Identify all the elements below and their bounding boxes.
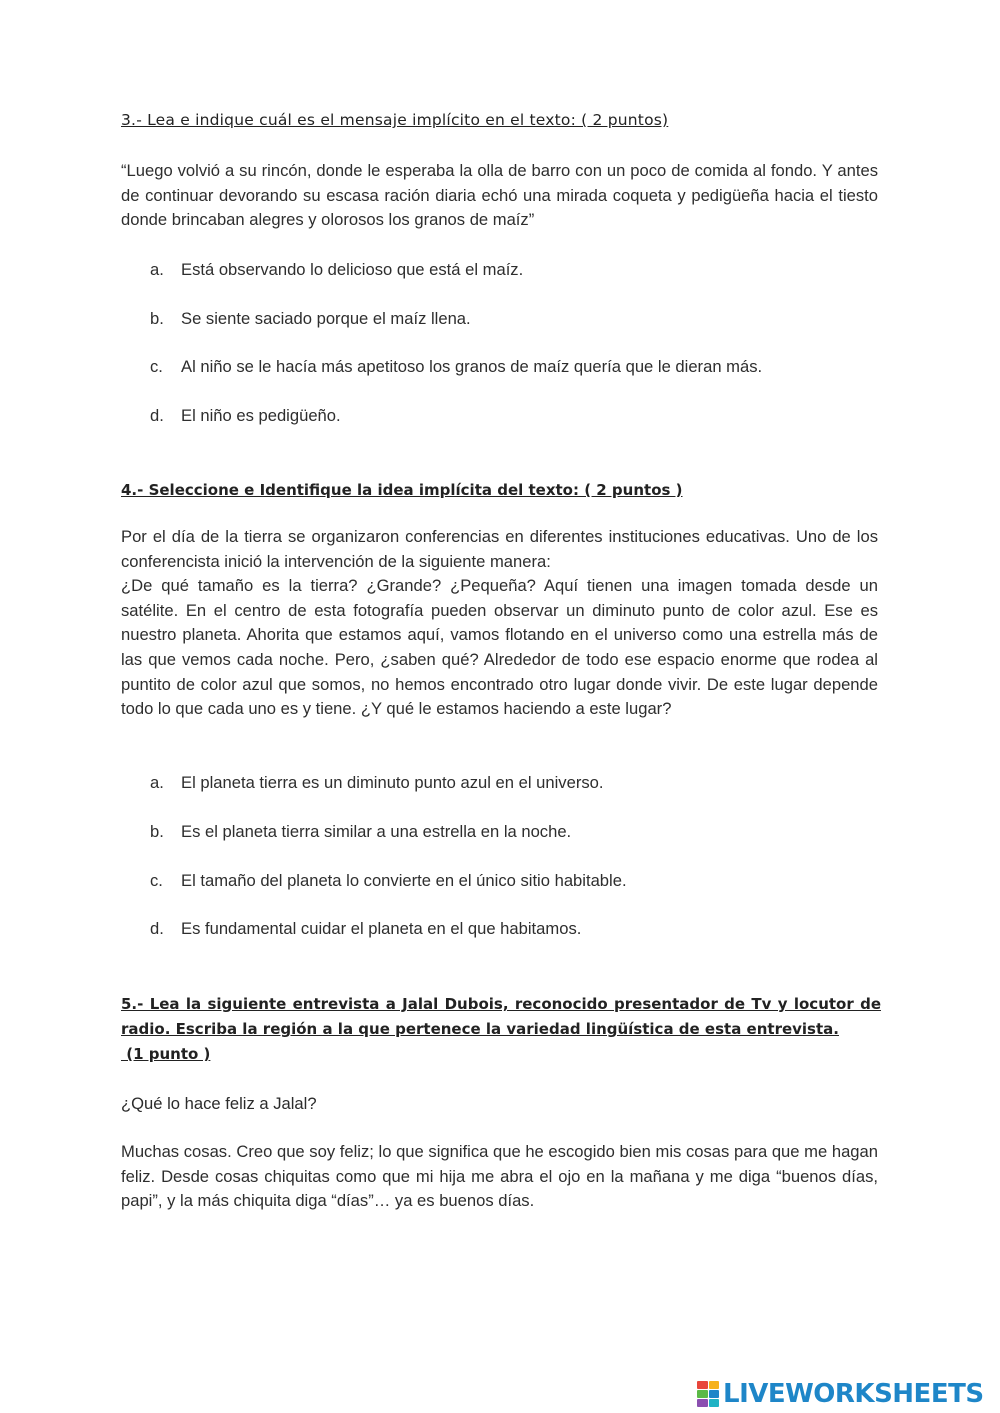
- question-5-heading: [121, 992, 881, 1067]
- question-3-option-b[interactable]: [150, 307, 471, 331]
- logo-text: LIVEWORKSHEETS: [723, 1379, 984, 1409]
- question-3-passage: “Luego volvió a su rincón, donde le esperaba la olla de barro con un poco de comida al fondo. Y antes de continuar devorando su escasa ración diaria echó una mirada coqueta y pedigüeña hacia el tiesto donde brincaban alegres y olorosos los granos de maíz”: [121, 161, 878, 230]
- option-letter: d.: [150, 919, 164, 938]
- logo-tile: [697, 1381, 708, 1389]
- option-letter: a.: [150, 773, 164, 792]
- option-text: El planeta tierra es un diminuto punto azul en el universo.: [181, 773, 604, 792]
- interview-answer: Muchas cosas. Creo que soy feliz; lo que significa que he escogido bien mis cosas para que me hagan feliz. Desde cosas chiquitas como que mi hija me abra el ojo en la mañana y me diga “buenos días, papi”, y la más chiquita diga “días”… ya es buenos días.: [121, 1142, 878, 1211]
- question-4-passage: [121, 525, 878, 722]
- logo-tile: [709, 1399, 720, 1407]
- option-letter: b.: [150, 822, 164, 841]
- option-letter: c.: [150, 871, 163, 890]
- heading-points: (1 punto ): [121, 1045, 211, 1063]
- question-4-option-a[interactable]: [150, 771, 603, 795]
- option-text: El niño es pedigüeño.: [181, 406, 341, 425]
- option-text: El tamaño del planeta lo convierte en el único sitio habitable.: [181, 871, 627, 890]
- question-4-heading: 4.- Seleccione e Identifique la idea implícita del texto: ( 2 puntos ): [121, 481, 683, 499]
- question-3-option-a[interactable]: [150, 258, 523, 282]
- option-text: Está observando lo delicioso que está el maíz.: [181, 260, 524, 279]
- question-3-option-d[interactable]: [150, 404, 341, 428]
- heading-line: 5.- Lea la siguiente entrevista a Jalal Dubois, reconocido presentador de Tv y locutor de radio. Escriba la región a la que pertenece la variedad lingüística de esta entrevista.: [121, 995, 881, 1038]
- passage-line: Por el día de la tierra se organizaron conferencias en diferentes instituciones educativas. Uno de los conferencista inició la intervención de la siguiente manera:: [121, 527, 878, 571]
- question-4-option-d[interactable]: [150, 917, 581, 941]
- liveworksheets-logo[interactable]: [697, 1377, 984, 1411]
- logo-tile: [709, 1381, 720, 1389]
- question-3-option-c[interactable]: [150, 355, 762, 379]
- option-text: Al niño se le hacía más apetitoso los granos de maíz quería que le dieran más.: [181, 357, 763, 376]
- option-text: Se siente saciado porque el maíz llena.: [181, 309, 471, 328]
- logo-mark-icon: [697, 1381, 719, 1407]
- logo-tile: [709, 1390, 720, 1398]
- option-letter: b.: [150, 309, 164, 328]
- interview-question: ¿Qué lo hace feliz a Jalal?: [121, 1094, 317, 1113]
- question-3-heading: 3.- Lea e indique cuál es el mensaje implícito en el texto: ( 2 puntos): [121, 111, 669, 129]
- option-letter: a.: [150, 260, 164, 279]
- logo-tile: [697, 1399, 708, 1407]
- option-text: Es el planeta tierra similar a una estrella en la noche.: [181, 822, 572, 841]
- option-text: Es fundamental cuidar el planeta en el que habitamos.: [181, 919, 582, 938]
- passage-line: ¿De qué tamaño es la tierra? ¿Grande? ¿Pequeña? Aquí tienen una imagen tomada desde un satélite. En el centro de esta fotografía pueden observar un diminuto punto de color azul. Ese es nuestro planeta. Ahorita que estamos aquí, vamos flotando en el universo como una estrella más de las que vemos cada noche. Pero, ¿saben qué? Alrededor de todo ese espacio enorme que rodea al puntito de color azul que somos, no hemos encontrado otro lugar donde vivir. De este lugar depende todo lo que cada uno es y tiene. ¿Y qué le estamos haciendo a este lugar?: [121, 576, 878, 719]
- logo-tile: [697, 1390, 708, 1398]
- question-4-option-b[interactable]: [150, 820, 571, 844]
- option-letter: d.: [150, 406, 164, 425]
- question-4-option-c[interactable]: [150, 869, 627, 893]
- option-letter: c.: [150, 357, 163, 376]
